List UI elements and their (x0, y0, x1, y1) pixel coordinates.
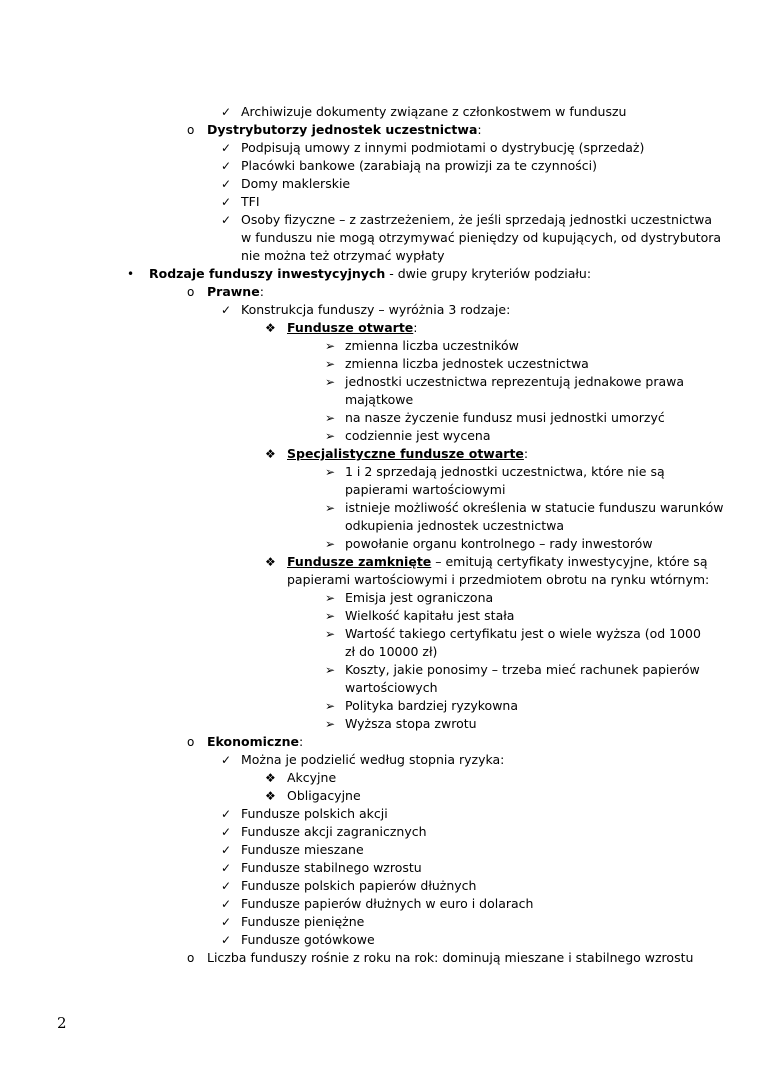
list-item: istnieje możliwość określenia w statucie funduszu warunków (345, 500, 724, 515)
list-item: Koszty, jakie ponosimy – trzeba mieć rachunek papierów (345, 662, 700, 677)
colon: : (259, 284, 264, 299)
heading-suffix: - dwie grupy kryteriów podziału: (385, 266, 592, 281)
heading-specialist-open-funds: Specjalistyczne fundusze otwarte (287, 446, 524, 461)
list-item: Można je podzielić według stopnia ryzyka: (241, 752, 505, 767)
list-item: 1 i 2 sprzedają jednostki uczestnictwa, które nie są (345, 464, 665, 479)
list-item (207, 283, 264, 301)
list-item: Archiwizuje dokumenty związane z członkostwem w funduszu (241, 104, 627, 119)
list-item (287, 319, 418, 337)
heading-legal: Prawne (207, 284, 260, 299)
list-item-continuation: papierami wartościowymi i przedmiotem obrotu na rynku wtórnym: (287, 572, 710, 587)
list-item (207, 733, 303, 751)
list-item-continuation: majątkowe (345, 392, 414, 407)
arrow-bullet-icon: ➢ (325, 537, 336, 551)
colon: : (523, 446, 529, 461)
check-icon: ✓ (221, 861, 232, 875)
arrow-bullet-icon: ➢ (325, 717, 336, 731)
list-item: Fundusze mieszane (241, 842, 364, 857)
list-item: jednostki uczestnictwa reprezentują jednakowe prawa (345, 374, 685, 389)
list-item: powołanie organu kontrolnego – rady inwestorów (345, 536, 653, 551)
check-icon: ✓ (221, 897, 232, 911)
diamond-bullet-icon: ❖ (265, 555, 276, 569)
colon: : (413, 320, 418, 335)
colon: : (298, 734, 304, 749)
list-item: Emisja jest ograniczona (345, 590, 494, 605)
list-item: Podpisują umowy z innymi podmiotami o dystrybucję (sprzedaż) (241, 140, 645, 155)
arrow-bullet-icon: ➢ (325, 357, 336, 371)
list-item (149, 265, 591, 283)
circle-bullet-icon: o (187, 735, 195, 749)
diamond-bullet-icon: ❖ (265, 321, 276, 335)
arrow-bullet-icon: ➢ (325, 699, 336, 713)
list-item: Liczba funduszy rośnie z roku na rok: dominują mieszane i stabilnego wzrostu (207, 950, 694, 965)
arrow-bullet-icon: ➢ (325, 663, 336, 677)
list-item: Konstrukcja funduszy – wyróżnia 3 rodzaje: (241, 302, 511, 317)
list-item: codziennie jest wycena (345, 428, 491, 443)
list-item: Wartość takiego certyfikatu jest o wiele wyższa (od 1000 (345, 626, 701, 641)
list-item-continuation: w funduszu nie mogą otrzymywać pieniędzy od kupujących, od dystrybutora (241, 230, 722, 245)
list-item (207, 121, 482, 139)
colon: : (477, 122, 482, 137)
check-icon: ✓ (221, 303, 232, 317)
heading-distributors: Dystrybutorzy jednostek uczestnictwa (207, 122, 478, 137)
arrow-bullet-icon: ➢ (325, 411, 336, 425)
check-icon: ✓ (221, 933, 232, 947)
list-item: TFI (241, 194, 260, 209)
heading-economic: Ekonomiczne (207, 734, 299, 749)
list-item: Osoby fizyczne – z zastrzeżeniem, że jeśli sprzedają jednostki uczestnictwa (241, 212, 713, 227)
list-item: Obligacyjne (287, 788, 361, 803)
list-item: Fundusze pieniężne (241, 914, 365, 929)
heading-suffix: – emitują certyfikaty inwestycyjne, które są (431, 554, 708, 569)
list-item (287, 553, 707, 571)
arrow-bullet-icon: ➢ (325, 591, 336, 605)
list-item: zmienna liczba uczestników (345, 338, 519, 353)
diamond-bullet-icon: ❖ (265, 447, 276, 461)
check-icon: ✓ (221, 177, 232, 191)
list-item: Wyższa stopa zwrotu (345, 716, 477, 731)
heading-fund-types: Rodzaje funduszy inwestycyjnych (149, 266, 386, 281)
arrow-bullet-icon: ➢ (325, 465, 336, 479)
arrow-bullet-icon: ➢ (325, 339, 336, 353)
check-icon: ✓ (221, 825, 232, 839)
list-item (287, 445, 528, 463)
circle-bullet-icon: o (187, 285, 195, 299)
list-item: Fundusze polskich akcji (241, 806, 388, 821)
heading-closed-funds: Fundusze zamknięte (287, 554, 432, 569)
check-icon: ✓ (221, 213, 232, 227)
list-item: Fundusze akcji zagranicznych (241, 824, 427, 839)
check-icon: ✓ (221, 807, 232, 821)
heading-open-funds: Fundusze otwarte (287, 320, 414, 335)
list-item-continuation: wartościowych (345, 680, 438, 695)
circle-bullet-icon: o (187, 951, 195, 965)
check-icon: ✓ (221, 879, 232, 893)
check-icon: ✓ (221, 141, 232, 155)
list-item: zmienna liczba jednostek uczestnictwa (345, 356, 589, 371)
list-item: Domy maklerskie (241, 176, 351, 191)
bullet-icon: • (127, 267, 135, 281)
arrow-bullet-icon: ➢ (325, 627, 336, 641)
list-item: Polityka bardziej ryzykowna (345, 698, 518, 713)
check-icon: ✓ (221, 843, 232, 857)
list-item: Fundusze papierów dłużnych w euro i dolarach (241, 896, 534, 911)
list-item-continuation: nie można też otrzymać wypłaty (241, 248, 445, 263)
diamond-bullet-icon: ❖ (265, 789, 276, 803)
arrow-bullet-icon: ➢ (325, 375, 336, 389)
diamond-bullet-icon: ❖ (265, 771, 276, 785)
check-icon: ✓ (221, 195, 232, 209)
list-item-continuation: odkupienia jednostek uczestnictwa (345, 518, 564, 533)
check-icon: ✓ (221, 159, 232, 173)
list-item: Wielkość kapitału jest stała (345, 608, 515, 623)
page-number: 2 (57, 1014, 67, 1032)
list-item: Akcyjne (287, 770, 337, 785)
list-item: Fundusze polskich papierów dłużnych (241, 878, 477, 893)
arrow-bullet-icon: ➢ (325, 429, 336, 443)
list-item: Fundusze gotówkowe (241, 932, 375, 947)
circle-bullet-icon: o (187, 123, 195, 137)
check-icon: ✓ (221, 915, 232, 929)
list-item: Placówki bankowe (zarabiają na prowizji za te czynności) (241, 158, 598, 173)
list-item: na nasze życzenie fundusz musi jednostki umorzyć (345, 410, 665, 425)
list-item: Fundusze stabilnego wzrostu (241, 860, 422, 875)
arrow-bullet-icon: ➢ (325, 609, 336, 623)
list-item-continuation: papierami wartościowymi (345, 482, 506, 497)
check-icon: ✓ (221, 105, 232, 119)
check-icon: ✓ (221, 753, 232, 767)
list-item-continuation: zł do 10000 zł) (345, 644, 438, 659)
arrow-bullet-icon: ➢ (325, 501, 336, 515)
